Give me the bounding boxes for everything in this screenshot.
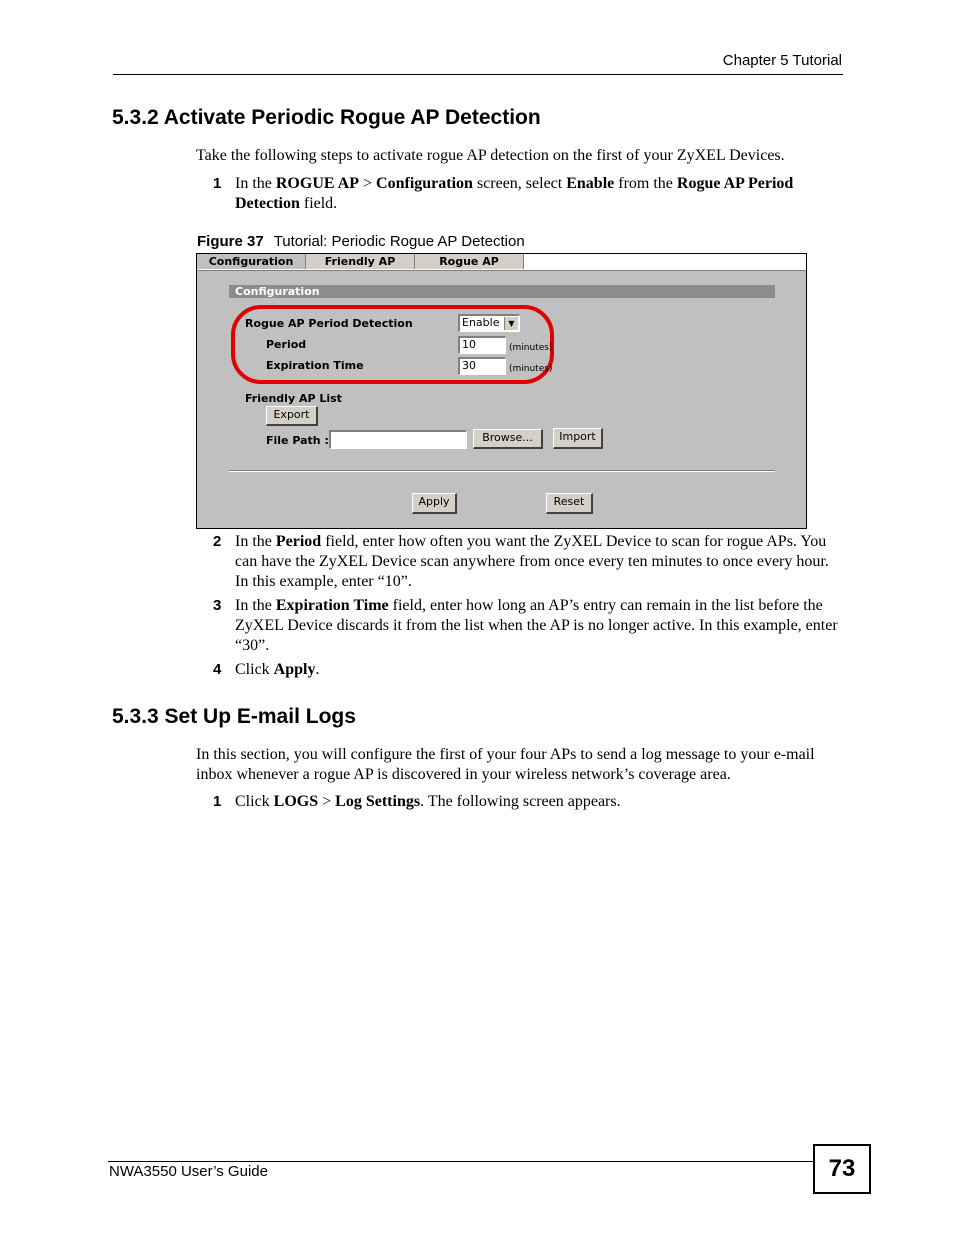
file-path-label: File Path : (266, 434, 329, 447)
guide-title: NWA3550 User’s Guide (109, 1163, 268, 1180)
period-input[interactable]: 10 (458, 336, 506, 354)
section-heading-email-logs: 5.3.3 Set Up E-mail Logs (112, 705, 356, 728)
section-heading-rogue-detection: 5.3.2 Activate Periodic Rogue AP Detection (112, 106, 541, 129)
figure-caption: Figure 37 Tutorial: Periodic Rogue AP Detection (197, 233, 525, 250)
detection-value: Enable (462, 316, 500, 329)
file-path-input[interactable] (329, 430, 467, 449)
tab-configuration[interactable]: Configuration (197, 254, 306, 269)
step-1-logs: 1 Click LOGS > Log Settings. The following screen appears. (213, 793, 621, 810)
detection-label: Rogue AP Period Detection (245, 317, 413, 330)
chevron-down-icon: ▼ (504, 317, 518, 330)
tab-rogue-ap[interactable]: Rogue AP (415, 254, 524, 269)
step-number: 3 (213, 597, 222, 614)
rogue-ap-config-screen (196, 253, 807, 529)
export-button[interactable]: Export (266, 406, 318, 426)
browse-button[interactable]: Browse... (473, 429, 543, 449)
period-label: Period (266, 338, 307, 351)
section2-intro: In this section, you will configure the first of your four APs to send a log message to your e-mail inbox whenever a rogue AP is discovered in your wireless network’s coverage area. (196, 746, 815, 783)
section-intro: Take the following steps to activate rogue AP detection on the first of your ZyXEL Devices. (196, 147, 785, 164)
reset-button[interactable]: Reset (546, 493, 593, 514)
chapter-header: Chapter 5 Tutorial (722, 52, 842, 69)
period-unit: (minutes) (509, 343, 553, 353)
apply-button[interactable]: Apply (412, 493, 457, 514)
step-1: 1 In the ROGUE AP > Configuration screen, select Enable from the Rogue AP Period Detection field. (213, 175, 794, 212)
step-4: 4 Click Apply. (213, 661, 320, 678)
header-rule (113, 74, 843, 75)
expiration-unit: (minutes) (509, 364, 553, 374)
step-number: 1 (213, 175, 222, 192)
tab-friendly-ap[interactable]: Friendly AP (306, 254, 415, 269)
friendly-ap-list-label: Friendly AP List (245, 392, 342, 405)
step-number: 2 (213, 533, 222, 550)
configuration-section-title: Configuration (229, 285, 775, 298)
expiration-label: Expiration Time (266, 359, 364, 372)
step-number: 4 (213, 661, 222, 678)
divider (229, 470, 775, 472)
step-2: 2 In the Period field, enter how often you want the ZyXEL Device to scan for rogue APs. You can have the ZyXEL Device scan anywhere from once every ten minutes to once every hour. In this example, enter “10”. (213, 533, 829, 590)
tab-bar (197, 254, 806, 271)
footer-rule (108, 1161, 814, 1162)
import-button[interactable]: Import (553, 428, 603, 449)
expiration-input[interactable]: 30 (458, 357, 506, 375)
detection-select[interactable] (458, 314, 520, 332)
step-number: 1 (213, 793, 222, 810)
step-3: 3 In the Expiration Time field, enter how long an AP’s entry can remain in the list before the ZyXEL Device discards it from the list when the AP is no longer active. In this example, enter “30”. (213, 597, 838, 654)
page-number: 73 (813, 1144, 871, 1194)
